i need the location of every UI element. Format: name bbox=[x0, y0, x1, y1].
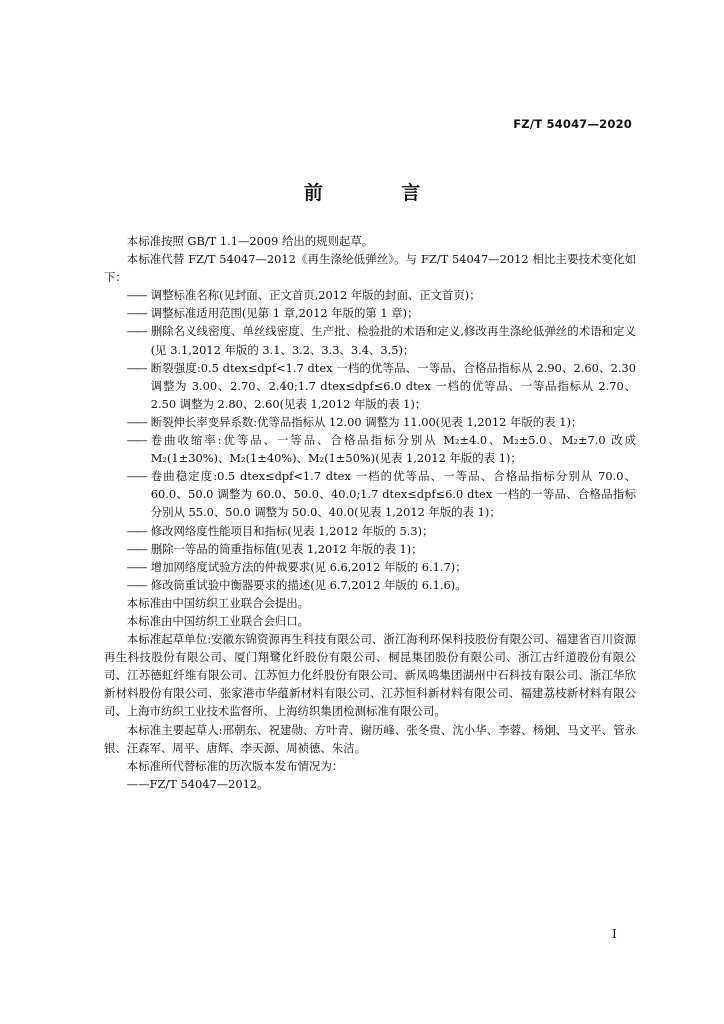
change-item bbox=[104, 413, 636, 431]
change-item bbox=[104, 359, 636, 413]
change-item-text: 调整标准适用范围(见第 1 章,2012 年版的第 1 章)； bbox=[150, 306, 419, 321]
dash-marker: —— bbox=[126, 559, 146, 574]
change-item-text: 删除名义线密度、单丝线密度、生产批、检验批的术语和定义,修改再生涤纶低弹丝的术语和定义(见 3.1,2012 年版的 3.1、3.2、3.3、3.4、3.5)； bbox=[150, 324, 636, 357]
change-item-text: 修改筒重试验中衡器要求的描述(见 6.7,2012 年版的 6.1.6)。 bbox=[150, 577, 467, 592]
drafting-units: 本标准起草单位:安徽东锦资源再生科技有限公司、浙江海利环保科技股份有限公司、福建省百川资源再生科技股份有限公司、厦门翔鹭化纤股份有限公司、桐昆集团股份有限公司、浙江古纤道股份有限公司、江苏德虹纤维有限公司、江苏恒力化纤股份有限公司、新凤鸣集团湖州中石科技有限公司、浙江华欣新材料股份有限公司、张家港市华蕴新材料有限公司、江苏恒科新材料有限公司、福建荔枝新材料有限公司、上海市纺织工业技术监督所、上海纺织集团检测标准有限公司。 bbox=[104, 632, 636, 719]
change-item-text: 修改网络度性能项目和指标(见表 1,2012 年版的 5.3)； bbox=[150, 523, 434, 538]
change-item bbox=[104, 540, 636, 558]
dash-marker: —— bbox=[126, 523, 146, 538]
change-item-text: 断裂伸长率变异系数:优等品指标从 12.00 调整为 11.00(见表 1,2012 年版的表 1)； bbox=[150, 414, 583, 429]
drafters: 本标准主要起草人:邢朝东、祝建勋、方叶青、谢历峰、张冬贵、沈小华、李蓉、杨炯、马文平、管永银、汪森军、周平、唐辉、李天源、周祯德、朱洁。 bbox=[104, 722, 636, 755]
dash-marker: —— bbox=[126, 541, 146, 556]
standard-number: FZ/T 54047—2020 bbox=[513, 117, 632, 131]
history-heading: 本标准所代替标准的历次版本发布情况为： bbox=[126, 758, 344, 773]
dash-marker: —— bbox=[126, 324, 146, 339]
change-item-text: 增加网络度试验方法的仲裁要求(见 6.6,2012 年版的 6.1.7)； bbox=[150, 559, 467, 574]
custodian-statement: 本标准由中国纺织工业联合会归口。 bbox=[126, 613, 310, 628]
change-item bbox=[104, 576, 636, 594]
change-item-text: 卷曲稳定度:0.5 dtex≤dpf<1.7 dtex 一档的优等品、一等品、合格品指标分别从 70.0、60.0、50.0 调整为 60.0、50.0、40.0;1.7 dtex≤dpf≤6.0 dtex 一档的一等品、合格品指标分别从 55.0、50.0 调整为 50.0、40.0(见表 1,2012 年版的表 1)； bbox=[150, 469, 636, 520]
proposer-statement: 本标准由中国纺织工业联合会提出。 bbox=[126, 595, 310, 610]
dash-marker: —— bbox=[126, 577, 146, 592]
dash-marker: —— bbox=[126, 433, 146, 448]
change-item bbox=[104, 558, 636, 576]
dash-marker: —— bbox=[126, 306, 146, 321]
foreword-body bbox=[104, 232, 636, 793]
change-item bbox=[104, 522, 636, 540]
intro-paragraph: 本标准按照 GB/T 1.1—2009 给出的规则起草。 bbox=[126, 234, 374, 248]
change-item bbox=[104, 286, 636, 304]
change-item bbox=[104, 431, 636, 467]
intro-paragraph: 本标准代替 FZ/T 54047—2012《再生涤纶低弹丝》。与 FZ/T 54047—2012 相比主要技术变化如下： bbox=[104, 252, 636, 285]
change-item-text: 删除一等品的筒重指标值(见表 1,2012 年版的表 1)； bbox=[150, 541, 423, 556]
change-item-text: 卷曲收缩率:优等品、一等品、合格品指标分别从 M₂±4.0、M₂±5.0、M₂±7.0 改成 M₂(1±30%)、M₂(1±40%)、M₂(1±50%)(见表 1,2012 年版的表 1)； bbox=[150, 433, 636, 466]
change-item-text: 调整标准名称(见封面、正文首页,2012 年版的封面、正文首页)； bbox=[150, 288, 481, 303]
dash-marker: —— bbox=[126, 414, 146, 429]
dash-marker: —— bbox=[126, 469, 146, 484]
change-item bbox=[104, 322, 636, 358]
change-item bbox=[104, 467, 636, 521]
change-item-text: 断裂强度:0.5 dtex≤dpf<1.7 dtex 一档的优等品、一等品、合格品指标从 2.90、2.60、2.30 调整为 3.00、2.70、2.40;1.7 dtex≤dpf≤6.0 dtex 一档的优等品、一等品指标从 2.70、2.50 调整为 2.80、2.60(见表 1,2012 年版的表 1)； bbox=[150, 360, 636, 411]
dash-marker: —— bbox=[126, 360, 146, 375]
page-title: 前 言 bbox=[303, 182, 457, 204]
change-item bbox=[104, 304, 636, 322]
history-item: ——FZ/T 54047—2012。 bbox=[126, 776, 269, 791]
dash-marker: —— bbox=[126, 288, 146, 303]
page-number: I bbox=[612, 927, 617, 941]
